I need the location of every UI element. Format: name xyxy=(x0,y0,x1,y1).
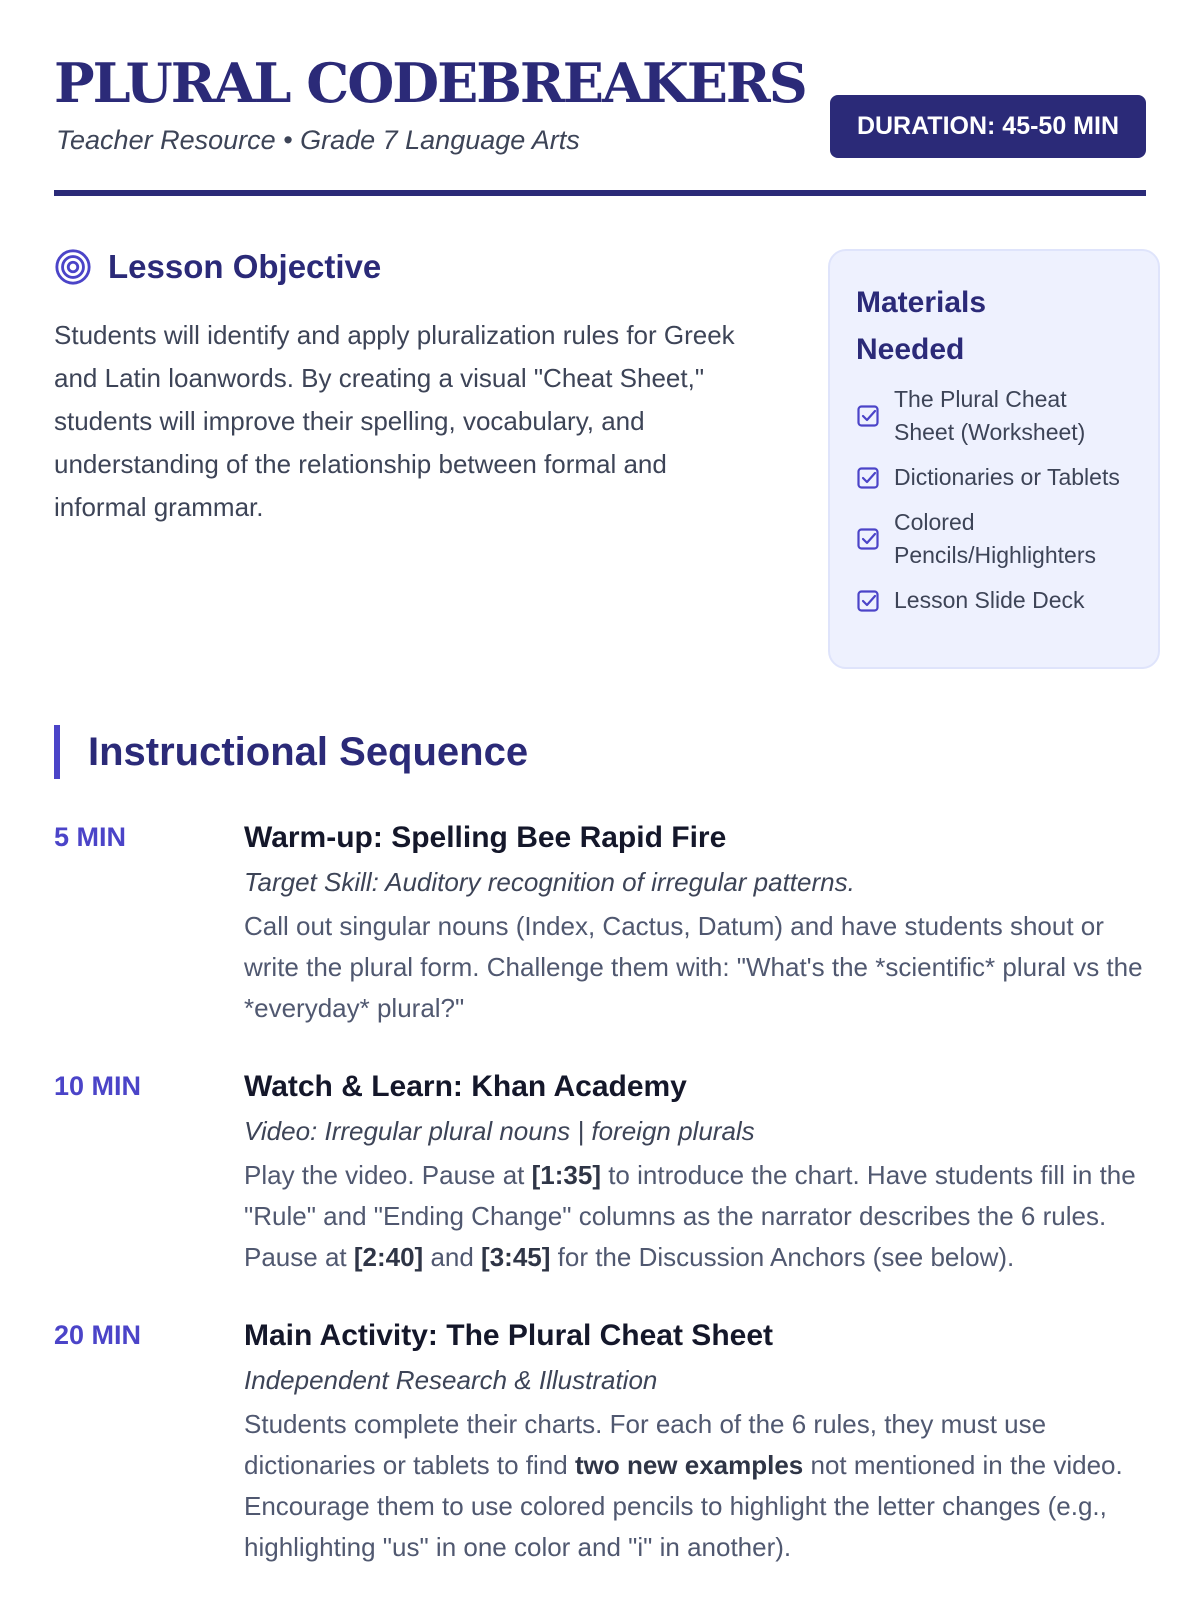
checkbox-icon xyxy=(856,527,880,551)
materials-item-label: Dictionaries or Tablets xyxy=(894,464,1120,490)
step-description-emphasis: [2:40] xyxy=(353,1242,424,1272)
objective-title: Lesson Objective xyxy=(108,248,382,285)
accent-bar xyxy=(54,725,60,779)
step-description-text: Call out singular nouns (Index, Cactus, Datum) and have students shout or write the plural form. Challenge them with: "What's the *scientific* plural vs the *everyday* plural?" xyxy=(244,911,1143,1023)
step-description-text: to introduce the chart. Have students fill in the "Rule" and "Ending Change" columns as the narrator describes the 6 rules. Pause at xyxy=(244,1160,1136,1272)
materials-item xyxy=(856,383,1132,449)
page-subtitle: Teacher Resource • Grade 7 Language Arts xyxy=(56,125,580,155)
step-description-emphasis: [1:35] xyxy=(531,1160,601,1190)
step-description-text: Students complete their charts. For each of the 6 rules, they must use dictionaries or tablets to find xyxy=(244,1409,1047,1480)
step-description-text: not mentioned in the video. Encourage them to use colored pencils to highlight the letter changes (e.g., highlighting "us" in one color and "i" in another). xyxy=(244,1450,1123,1562)
checkbox-icon xyxy=(856,589,880,613)
sequence-step xyxy=(54,1316,1160,1568)
step-description-text: and xyxy=(423,1242,482,1272)
sequence-title: Instructional Sequence xyxy=(88,729,529,774)
target-icon xyxy=(54,248,92,286)
lesson-objective-section xyxy=(54,248,754,529)
materials-panel xyxy=(828,249,1160,669)
materials-item-label: Colored Pencils/Highlighters xyxy=(894,509,1096,568)
instructional-sequence-section xyxy=(54,724,1160,1568)
checkbox-icon xyxy=(856,404,880,428)
step-subtitle: Independent Research & Illustration xyxy=(244,1365,658,1395)
step-description-text: for the Discussion Anchors (see below). xyxy=(550,1242,1015,1272)
checkbox-icon xyxy=(856,466,880,490)
step-description-emphasis: two new examples xyxy=(574,1450,804,1480)
materials-title: Materials Needed xyxy=(856,286,987,366)
duration-badge: DURATION: 45-50 MIN xyxy=(830,95,1146,158)
step-title: Main Activity: The Plural Cheat Sheet xyxy=(244,1319,773,1352)
objective-text: Students will identify and apply pluralization rules for Greek and Latin loanwords. By creating a visual "Cheat Sheet," students will improve their spelling, vocabulary, and understanding of the relationship between formal and informal grammar. xyxy=(54,320,735,522)
step-time: 20 MIN xyxy=(54,1320,142,1350)
page-header xyxy=(54,0,1146,196)
materials-item xyxy=(856,506,1132,572)
materials-item-label: Lesson Slide Deck xyxy=(894,587,1085,613)
materials-item-label: The Plural Cheat Sheet (Worksheet) xyxy=(894,386,1086,445)
sequence-step xyxy=(54,1067,1160,1278)
step-title: Warm-up: Spelling Bee Rapid Fire xyxy=(244,821,727,854)
step-description xyxy=(244,1404,1160,1568)
step-time: 5 MIN xyxy=(54,822,127,852)
step-time: 10 MIN xyxy=(54,1071,142,1101)
sequence-heading xyxy=(54,724,1160,780)
materials-item xyxy=(856,461,1132,494)
materials-item xyxy=(856,584,1132,617)
objective-heading xyxy=(54,248,754,286)
sequence-step xyxy=(54,818,1160,1029)
step-subtitle: Video: Irregular plural nouns | foreign plurals xyxy=(244,1116,755,1146)
step-description-text: Play the video. Pause at xyxy=(244,1160,532,1190)
step-subtitle: Target Skill: Auditory recognition of irregular patterns. xyxy=(244,867,855,897)
step-title: Watch & Learn: Khan Academy xyxy=(244,1070,687,1103)
step-description-emphasis: [3:45] xyxy=(481,1242,551,1272)
step-description xyxy=(244,906,1160,1029)
materials-list xyxy=(856,383,1132,617)
page-title: PLURAL CODEBREAKERS xyxy=(54,51,806,115)
step-description xyxy=(244,1155,1160,1278)
